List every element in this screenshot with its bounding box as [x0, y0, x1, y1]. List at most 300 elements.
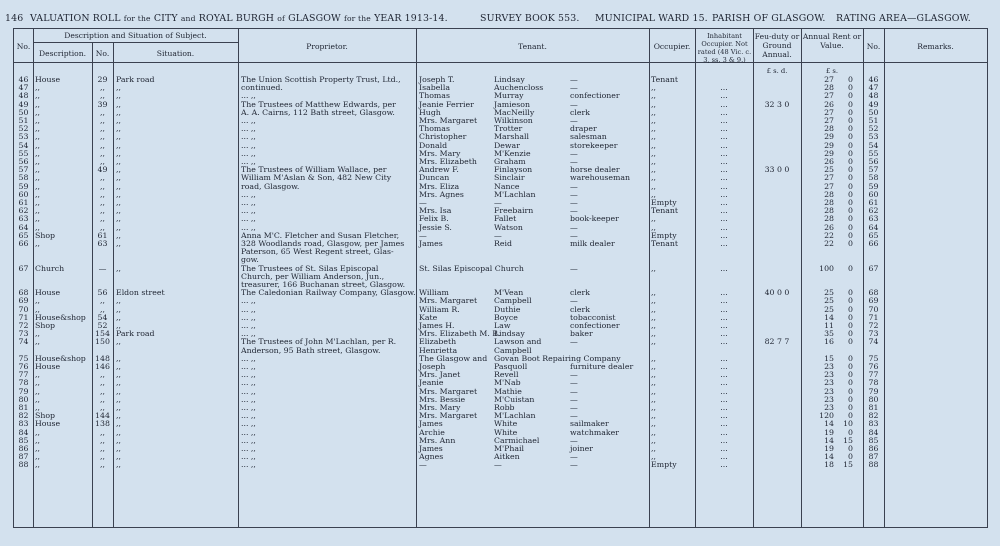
cell-proprietor: ... ,, [241, 214, 256, 224]
cell-rent-shillings: 15 [843, 435, 853, 445]
cell-occupier: ,, [651, 157, 656, 166]
cell-number: ,, [100, 157, 105, 166]
cell-tenant-first: James [419, 419, 443, 429]
cell-occupier: ,, [651, 288, 656, 298]
cell-inhabitant: ... [720, 427, 728, 437]
cell-number: ,, [100, 91, 105, 101]
cell-rent-pounds: 26 [824, 99, 834, 109]
cell-proprietor: ... ,, [241, 353, 256, 363]
parish: PARISH OF GLASGOW. [712, 13, 826, 24]
cell-no-right: 80 [868, 394, 879, 404]
cell-occupier: ,, [651, 427, 656, 437]
cell-occupier: ,, [651, 132, 656, 142]
cell-tenant-first: Mrs. Bessie [419, 394, 466, 404]
cell-tenant-first: — [419, 230, 427, 240]
cell-inhabitant: ... [720, 312, 728, 322]
cell-trade: — [570, 230, 578, 240]
cell-tenant-first: William R. [419, 304, 460, 314]
cell-trade: warehouseman [570, 173, 631, 183]
cell-number: 54 [97, 312, 108, 322]
cell-situation: ,, [116, 189, 121, 199]
cell-number: ,, [100, 83, 105, 93]
cell-proprietor: ... ,, [241, 444, 256, 453]
cell-rent-pounds: 15 [824, 353, 834, 363]
cell-proprietor: 328 Woodlands road, Glasgow, per James [241, 239, 405, 248]
cell-situation: ,, [116, 198, 121, 207]
cell-tenant-first: Hugh [419, 107, 441, 117]
cell-no: 77 [18, 370, 29, 380]
cell-occupier: ,, [651, 353, 656, 363]
cell-trade: — [570, 157, 578, 166]
cell-trade: confectioner [570, 91, 620, 101]
cell-tenant-first: Mrs. Elizabeth [419, 157, 477, 166]
cell-trade: — [570, 452, 578, 462]
cell-rent-shillings: 0 [848, 107, 853, 117]
cell-occupier: ,, [651, 411, 656, 421]
cell-tenant-last: Carmichael [494, 435, 540, 445]
cell-no-right: 65 [868, 230, 879, 240]
cell-tenant-first: Andrew F. [419, 165, 459, 175]
cell-trade: — [570, 263, 578, 273]
cell-tenant-last: Jamieson [494, 99, 530, 109]
cell-rent-shillings: 0 [848, 394, 853, 404]
cell-tenant-first: Joseph [419, 362, 446, 371]
cell-no: 47 [18, 83, 29, 93]
cell-description: ,, [35, 99, 40, 109]
cell-inhabitant: ... [720, 173, 728, 183]
cell-rent-pounds: 25 [824, 165, 834, 175]
cell-situation: ,, [116, 140, 121, 150]
cell-number: 148 [95, 353, 110, 363]
cell-trade: watchmaker [570, 427, 619, 437]
cell-no-right: 84 [868, 427, 879, 437]
cell-situation: ,, [116, 263, 121, 273]
cell-rent-shillings: 0 [848, 403, 853, 412]
cell-trade: clerk [570, 107, 590, 117]
cell-description: ,, [35, 91, 40, 101]
feu-units: £ s. d. [766, 67, 788, 75]
cell-tenant-last: — [494, 460, 502, 470]
cell-rent-shillings: 0 [848, 75, 853, 84]
cell-tenant-last: Revell [494, 370, 519, 380]
cell-situation: ,, [116, 99, 121, 109]
cell-rent-pounds: 27 [824, 91, 834, 101]
cell-number: ,, [100, 206, 105, 216]
cell-rent-shillings: 0 [848, 206, 853, 216]
cell-inhabitant: ... [720, 124, 728, 134]
cell-proprietor: ... ,, [241, 148, 256, 158]
cell-rent-pounds: 28 [824, 189, 834, 199]
title-part: VALUATION ROLL [30, 13, 121, 24]
cell-occupier: ,, [651, 173, 656, 183]
cell-no: 50 [18, 107, 29, 117]
cell-trade: sailmaker [570, 419, 609, 429]
cell-number: 138 [95, 419, 110, 429]
cell-rent-shillings: 0 [848, 239, 853, 248]
cell-number: 56 [97, 288, 108, 298]
col-divider [113, 42, 114, 527]
cell-number: ,, [100, 107, 105, 117]
cell-trade: milk dealer [570, 239, 615, 248]
cell-no: 46 [18, 75, 29, 84]
col-header-feu: Feu-duty or Ground Annual. [754, 32, 800, 59]
cell-proprietor: ... ,, [241, 427, 256, 437]
cell-tenant-first: Jeanie Ferrier [419, 99, 474, 109]
cell-proprietor: ... ,, [241, 116, 256, 125]
cell-tenant-last: Govan Boot Repairing Company [494, 353, 621, 363]
cell-proprietor: ... ,, [241, 157, 256, 166]
cell-inhabitant: ... [720, 157, 728, 166]
cell-number: 144 [95, 411, 110, 421]
cell-rent-shillings: 10 [843, 419, 853, 429]
cell-proprietor: William M'Aslan & Son, 482 New City [241, 173, 392, 183]
cell-description: ,, [35, 460, 40, 470]
cell-no-right: 83 [868, 419, 879, 429]
cell-number: ,, [100, 452, 105, 462]
cell-inhabitant: ... [720, 132, 728, 142]
cell-proprietor: ... ,, [241, 452, 256, 462]
cell-inhabitant: ... [720, 198, 728, 207]
cell-number: ,, [100, 214, 105, 224]
cell-proprietor: ... ,, [241, 329, 256, 339]
col-divider [33, 29, 34, 527]
cell-no-right: 72 [868, 321, 879, 330]
cell-occupier: ,, [651, 91, 656, 101]
cell-proprietor: gow. [241, 255, 259, 265]
cell-situation: ,, [116, 353, 121, 363]
cell-no: 66 [18, 239, 29, 248]
cell-rent-shillings: 0 [848, 230, 853, 240]
cell-proprietor: ... ,, [241, 140, 256, 150]
page-title [30, 13, 448, 24]
cell-no: 56 [18, 157, 29, 166]
cell-rent-pounds: 23 [824, 386, 834, 396]
cell-number: 61 [97, 230, 108, 240]
cell-occupier: ,, [651, 403, 656, 412]
cell-no: 72 [18, 321, 29, 330]
title-part: of [277, 14, 285, 23]
cell-situation: ,, [116, 312, 121, 322]
cell-description: ,, [35, 165, 40, 175]
cell-tenant-last: Marshall [494, 132, 530, 142]
cell-occupier: Empty [651, 198, 677, 207]
col-header-proprietor: Proprietor. [306, 42, 348, 51]
cell-tenant-last: Murray [494, 91, 524, 101]
cell-trade: — [570, 435, 578, 445]
cell-rent-pounds: 23 [824, 378, 834, 388]
cell-no-right: 70 [868, 304, 879, 314]
cell-proprietor: ... ,, [241, 124, 256, 134]
cell-description: ,, [35, 206, 40, 216]
cell-description: House [35, 288, 61, 298]
cell-rent-shillings: 0 [848, 140, 853, 150]
cell-occupier: ,, [651, 263, 656, 273]
cell-tenant-last: Mathie [494, 386, 522, 396]
cell-no: 65 [18, 230, 29, 240]
cell-trade: — [570, 206, 578, 216]
cell-inhabitant: ... [720, 435, 728, 445]
cell-rent-shillings: 0 [848, 444, 853, 453]
cell-feu: 82 7 7 [764, 337, 790, 347]
cell-no-right: 62 [868, 206, 879, 216]
cell-situation: ,, [116, 239, 121, 248]
cell-tenant-first: Duncan [419, 173, 450, 183]
cell-proprietor: ... ,, [241, 198, 256, 207]
cell-proprietor: Paterson, 65 West Regent street, Glas- [241, 247, 394, 257]
cell-inhabitant: ... [720, 419, 728, 429]
cell-inhabitant: ... [720, 206, 728, 216]
cell-tenant-first: Mrs. Margaret [419, 116, 478, 125]
cell-tenant-last: M'Vean [494, 288, 524, 298]
cell-inhabitant: ... [720, 99, 728, 109]
cell-proprietor: ... ,, [241, 321, 256, 330]
cell-no-right: 52 [868, 124, 879, 134]
cell-proprietor: ... ,, [241, 362, 256, 371]
cell-tenant-first: Jeanie [419, 378, 444, 388]
cell-situation: ,, [116, 83, 121, 93]
cell-number: ,, [100, 181, 105, 191]
valuation-table [13, 28, 988, 528]
cell-description: Shop [35, 321, 56, 330]
cell-inhabitant: ... [720, 288, 728, 298]
cell-trade: tobacconist [570, 312, 616, 322]
cell-no-right: 74 [868, 337, 879, 347]
cell-trade: clerk [570, 288, 590, 298]
cell-trade: — [570, 222, 578, 232]
cell-rent-pounds: 29 [824, 132, 834, 142]
cell-rent-pounds: 23 [824, 362, 834, 371]
cell-description: ,, [35, 181, 40, 191]
cell-no-right: 71 [868, 312, 879, 322]
cell-occupier: ,, [651, 189, 656, 199]
cell-inhabitant: ... [720, 370, 728, 380]
cell-trade: salesman [570, 132, 607, 142]
cell-inhabitant: ... [720, 148, 728, 158]
cell-trade: — [570, 148, 578, 158]
cell-tenant-first: Joseph T. [419, 75, 455, 84]
cell-rent-pounds: 27 [824, 181, 834, 191]
cell-rent-pounds: 27 [824, 107, 834, 117]
col-header-desc-group: Description and Situation of Subject. [64, 31, 207, 40]
cell-no-right: 78 [868, 378, 879, 388]
cell-occupier: ,, [651, 362, 656, 371]
cell-description: Shop [35, 230, 56, 240]
cell-no: 81 [18, 403, 29, 412]
cell-tenant-last: — [494, 230, 502, 240]
cell-description: House&shop [35, 353, 86, 363]
cell-tenant-first: Jessie S. [419, 222, 452, 232]
cell-tenant-last: Duthie [494, 304, 521, 314]
cell-no-right: 56 [868, 157, 879, 166]
cell-inhabitant: ... [720, 452, 728, 462]
cell-no-right: 67 [868, 263, 879, 273]
cell-rent-pounds: 14 [824, 435, 834, 445]
cell-no: 71 [18, 312, 29, 322]
title-part: for the [123, 14, 151, 23]
cell-occupier: ,, [651, 304, 656, 314]
cell-description: ,, [35, 427, 40, 437]
cell-description: ,, [35, 222, 40, 232]
col-header-rent: Annual Rent or Value. [802, 32, 862, 50]
cell-situation: ,, [116, 321, 121, 330]
cell-no-right: 60 [868, 189, 879, 199]
cell-tenant-last: Robb [494, 403, 515, 412]
cell-description: ,, [35, 378, 40, 388]
cell-situation: ,, [116, 362, 121, 371]
cell-occupier: ,, [651, 370, 656, 380]
cell-tenant-first: James [419, 239, 443, 248]
cell-description: House&shop [35, 312, 86, 322]
cell-tenant-first: William [419, 288, 449, 298]
cell-rent-shillings: 0 [848, 321, 853, 330]
cell-tenant-first: Mrs. Eliza [419, 181, 460, 191]
cell-no: 87 [18, 452, 29, 462]
cell-no-right: 55 [868, 148, 879, 158]
cell-situation: ,, [116, 206, 121, 216]
cell-tenant-first: Kate [419, 312, 438, 322]
cell-trade: — [570, 411, 578, 421]
cell-rent-pounds: 22 [824, 230, 834, 240]
cell-rent-pounds: 120 [819, 411, 834, 421]
cell-rent-pounds: 100 [819, 263, 834, 273]
cell-tenant-last: Graham [494, 157, 526, 166]
cell-tenant-last: Finlayson [494, 165, 533, 175]
cell-description: House [35, 75, 61, 84]
cell-no: 57 [18, 165, 29, 175]
cell-no-right: 61 [868, 198, 879, 207]
cell-proprietor: road, Glasgow. [241, 181, 300, 191]
col-divider [649, 29, 650, 527]
cell-rent-shillings: 0 [848, 165, 853, 175]
cell-no-right: 54 [868, 140, 879, 150]
cell-description: ,, [35, 435, 40, 445]
cell-no-right: 86 [868, 444, 879, 453]
cell-proprietor: ... ,, [241, 206, 256, 216]
cell-rent-pounds: 14 [824, 419, 834, 429]
cell-feu: 33 0 0 [764, 165, 790, 175]
cell-no: 61 [18, 198, 29, 207]
cell-situation: ,, [116, 116, 121, 125]
cell-rent-pounds: 28 [824, 214, 834, 224]
col-divider [238, 29, 239, 527]
cell-rent-shillings: 0 [848, 296, 853, 306]
cell-proprietor: ... ,, [241, 296, 256, 306]
cell-rent-pounds: 14 [824, 452, 834, 462]
cell-no: 73 [18, 329, 29, 339]
cell-rent-shillings: 0 [848, 411, 853, 421]
cell-tenant-last: Wilkinson [494, 116, 533, 125]
cell-proprietor: The Caledonian Railway Company, Glasgow. [241, 288, 416, 298]
cell-number: 63 [97, 239, 108, 248]
cell-no-right: 75 [868, 353, 879, 363]
cell-number: 29 [97, 75, 108, 84]
cell-tenant-first: Mrs. Mary [419, 403, 461, 412]
cell-no: 88 [18, 460, 29, 470]
cell-situation: ,, [116, 411, 121, 421]
cell-no-right: 63 [868, 214, 879, 224]
cell-description: ,, [35, 239, 40, 248]
cell-number: ,, [100, 222, 105, 232]
cell-tenant-last: Pasquoll [494, 362, 528, 371]
cell-tenant-first: St. Silas Episcopal Church [419, 263, 524, 273]
cell-no: 64 [18, 222, 29, 232]
cell-tenant-last: M'Nab [494, 378, 521, 388]
cell-tenant-first: Mrs. Margaret [419, 386, 478, 396]
cell-number: 150 [95, 337, 110, 347]
cell-rent-pounds: 23 [824, 394, 834, 404]
cell-no: 79 [18, 386, 29, 396]
cell-feu: 40 0 0 [764, 288, 790, 298]
cell-no: 76 [18, 362, 29, 371]
cell-number: ,, [100, 173, 105, 183]
cell-proprietor: Anna M'C. Fletcher and Susan Fletcher, [241, 230, 400, 240]
cell-occupier: ,, [651, 83, 656, 93]
cell-situation: ,, [116, 386, 121, 396]
cell-tenant-first: Donald [419, 140, 448, 150]
cell-rent-shillings: 0 [848, 181, 853, 191]
cell-no: 82 [18, 411, 29, 421]
cell-occupier: ,, [651, 181, 656, 191]
col-divider [416, 29, 417, 527]
cell-number: 154 [95, 329, 110, 339]
cell-no-right: 51 [868, 116, 879, 125]
cell-rent-pounds: 19 [824, 427, 834, 437]
cell-proprietor: ... ,, [241, 189, 256, 199]
cell-number: 52 [97, 321, 108, 330]
cell-rent-shillings: 0 [848, 337, 853, 347]
cell-number: ,, [100, 394, 105, 404]
cell-tenant-last: Fallet [494, 214, 517, 224]
cell-situation: Park road [116, 75, 155, 84]
cell-situation: ,, [116, 304, 121, 314]
cell-no: 84 [18, 427, 29, 437]
cell-description: Church [35, 263, 65, 273]
cell-number: 49 [97, 165, 108, 175]
cell-description: ,, [35, 198, 40, 207]
cell-trade: clerk [570, 304, 590, 314]
cell-number: ,, [100, 148, 105, 158]
cell-proprietor: ... ,, [241, 378, 256, 388]
cell-inhabitant: ... [720, 394, 728, 404]
cell-tenant-last: M'Lachlan [494, 411, 536, 421]
cell-proprietor: Anderson, 95 Bath street, Glasgow. [241, 345, 381, 355]
cell-occupier: ,, [651, 386, 656, 396]
cell-situation: ,, [116, 403, 121, 412]
cell-trade: draper [570, 124, 597, 134]
cell-inhabitant: ... [720, 353, 728, 363]
cell-situation: ,, [116, 419, 121, 429]
cell-trade: — [570, 394, 578, 404]
cell-proprietor: The Union Scottish Property Trust, Ltd., [241, 75, 401, 84]
cell-number: ,, [100, 132, 105, 142]
cell-trade: — [570, 99, 578, 109]
cell-no: 60 [18, 189, 29, 199]
cell-trade: — [570, 198, 578, 207]
cell-tenant-last: White [494, 419, 518, 429]
survey-book: SURVEY BOOK 553. [480, 13, 580, 24]
cell-tenant-last: Boyce [494, 312, 518, 322]
cell-description: ,, [35, 296, 40, 306]
cell-no: 48 [18, 91, 29, 101]
cell-proprietor: The Trustees of Matthew Edwards, per [241, 99, 396, 109]
cell-description: House [35, 419, 61, 429]
cell-number: ,, [100, 304, 105, 314]
cell-proprietor: ... ,, [241, 304, 256, 314]
col-header-situation: Situation. [156, 49, 195, 58]
cell-no: 54 [18, 140, 29, 150]
cell-proprietor: The Trustees of St. Silas Episcopal [241, 263, 379, 273]
cell-tenant-last: M'Lachlan [494, 189, 536, 199]
